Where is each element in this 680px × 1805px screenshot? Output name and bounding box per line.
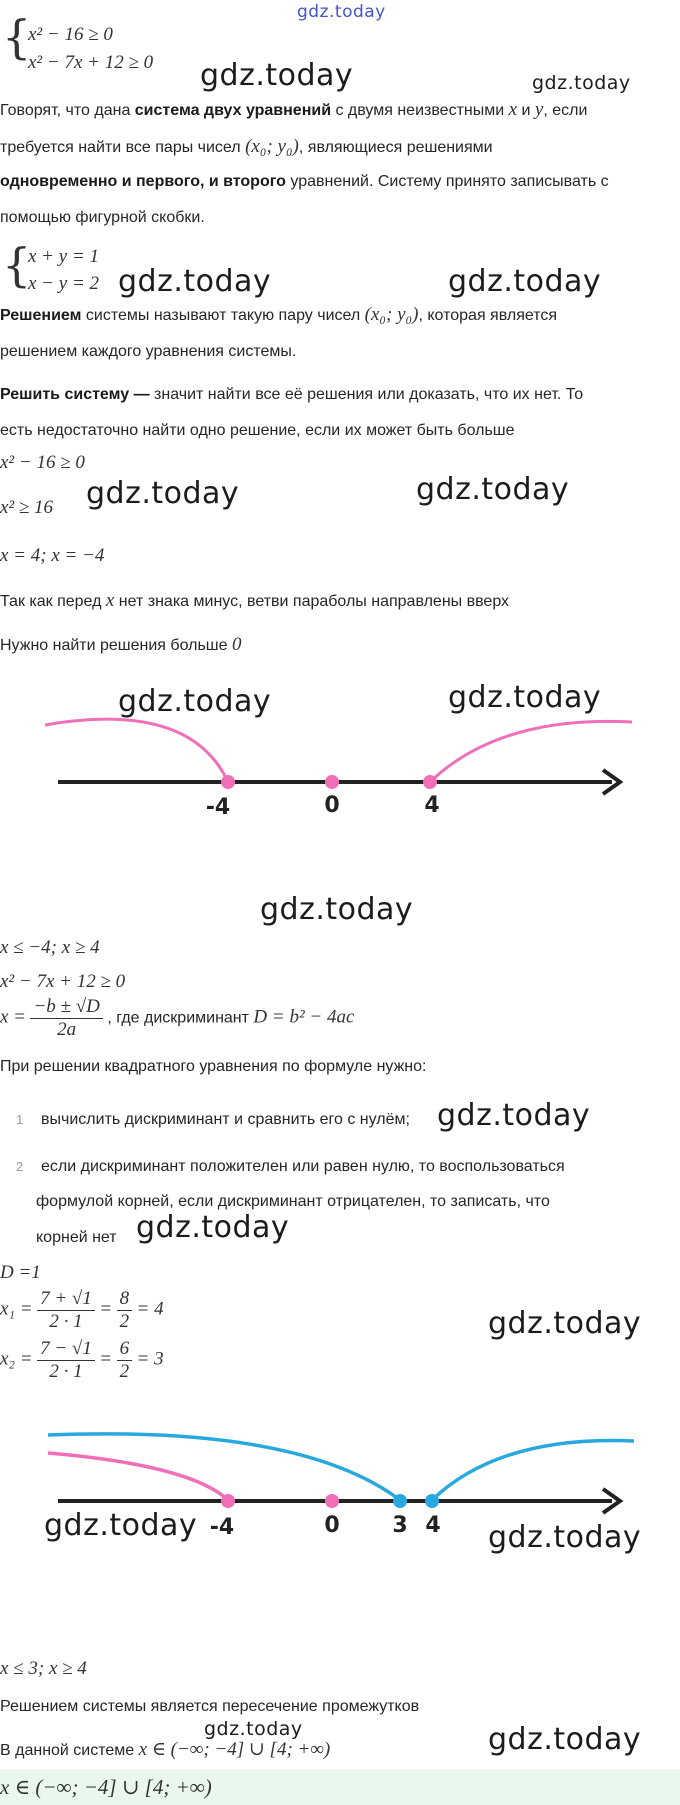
need-note: Нужно найти решения больше 0 [0,634,242,655]
list-item-2-line-1: 2 если дискриминант положителен или равен нулю, то воспользоваться [16,1158,565,1175]
axis-label: 0 [324,1513,340,1538]
watermark: gdz.today [204,1718,303,1740]
watermark: gdz.today [118,684,272,719]
solution-definition-line-2: решением каждого уравнения системы. [0,343,297,360]
point-4 [425,1494,439,1508]
final-answer: x ∈ (−∞; −4] ∪ [4; +∞) [0,1775,212,1799]
intro-line-1: Говорят, что дана система двух уравнений с двумя неизвестными x и y, если [0,99,588,120]
solve-definition-line-2: есть недостаточно найти одно решение, если их может быть больше [0,422,515,439]
watermark: gdz.today [136,1210,290,1245]
parabola-branch-right [430,721,632,782]
axis-label: 0 [324,793,340,818]
intro-line-3: одновременно и первого, и второго уравнений. Системy принято записывать с [0,173,609,190]
axis-label: 4 [424,793,440,818]
parabola-pink-left [48,1453,228,1500]
root-x1: x₁ = $\frac{7 + √1}{2 \cdot 1}$ = $\frac{8}{2}$ = 4 [0,1288,164,1332]
system-brace-2: { [2,238,32,292]
watermark: gdz.today [488,1722,642,1757]
system1-line2: x² − 7x + 12 ≥ 0 [28,52,154,73]
watermark: gdz.today [118,264,272,299]
point-minus-4 [221,775,235,789]
step2-line2: x² − 7x + 12 ≥ 0 [0,971,126,992]
watermark: gdz.today [260,892,414,927]
quad-intro: При решении квадратного уравнения по формуле нужно: [0,1058,427,1075]
system-brace-1: { [2,10,32,64]
discriminant-value: D =1 [0,1262,41,1283]
solution-definition-line-1: Решением системы называют такую пару чисел (x₀; y₀), которая является [0,304,558,325]
step1-line1: x² − 16 ≥ 0 [0,452,85,473]
axis-label: -4 [205,795,231,820]
axis-label: 4 [425,1513,441,1538]
root-x2: x₂ = $\frac{7 - √1}{2 \cdot 1}$ = $\frac{6}{2}$ = 3 [0,1338,164,1382]
point-minus-4 [221,1494,235,1508]
point-0 [325,775,339,789]
watermark: gdz.today [448,264,602,299]
parabola-blue-left [48,1434,400,1500]
result-line-1: x ≤ 3; x ≥ 4 [0,1658,87,1679]
in-system-line: В данной системе x ∈ (−∞; −4] ∪ [4; +∞) [0,1739,331,1760]
watermark: gdz.today [86,476,240,511]
list-item-1: 1 вычислить дискриминант и сравнить его с нулём; [16,1111,410,1128]
intro-line-4: помощью фигурной скобки. [0,209,205,226]
system1-line1: x² − 16 ≥ 0 [28,24,113,45]
root-formula: x = $\frac{-b \pm √D}{2a}$ , где дискриминант D = b² − 4ac [0,996,355,1040]
watermark: gdz.today [488,1520,642,1555]
watermark: gdz.today [200,58,354,93]
step1-line3: x = 4; x = −4 [0,545,105,566]
system2-line2: x − y = 2 [28,273,100,294]
list-item-2-line-2: формулой корней, если дискриминант отрицателен, то записать, что [36,1193,550,1210]
point-0 [325,1494,339,1508]
watermark: gdz.today [437,1098,591,1133]
solve-definition-line-1: Решить систему — значит найти все её решения или доказать, что их нет. То [0,386,584,403]
axis-label: -4 [209,1515,235,1540]
point-4 [423,775,437,789]
watermark-top: gdz.today [297,2,386,22]
intersection-note: Решением системы является пересечение промежутков [0,1698,420,1715]
system2-line1: x + y = 1 [28,246,100,267]
watermark: gdz.today [488,1306,642,1341]
watermark: gdz.today [532,72,631,94]
axis-label: 3 [392,1513,408,1538]
parabola-note: Так как перед x нет знака минус, ветви параболы направлены вверх [0,590,510,611]
intro-line-2: требуется найти все пары чисел (x₀; y₀), являющиеся решениями [0,136,493,157]
step1-line2: x² ≥ 16 [0,497,54,518]
watermark: gdz.today [448,680,602,715]
point-3 [393,1494,407,1508]
parabola-branch-left [45,719,228,782]
watermark: gdz.today [416,472,570,507]
list-item-2-line-3: корней нет [36,1229,117,1246]
step2-line1: x ≤ −4; x ≥ 4 [0,937,100,958]
watermark: gdz.today [44,1508,198,1543]
